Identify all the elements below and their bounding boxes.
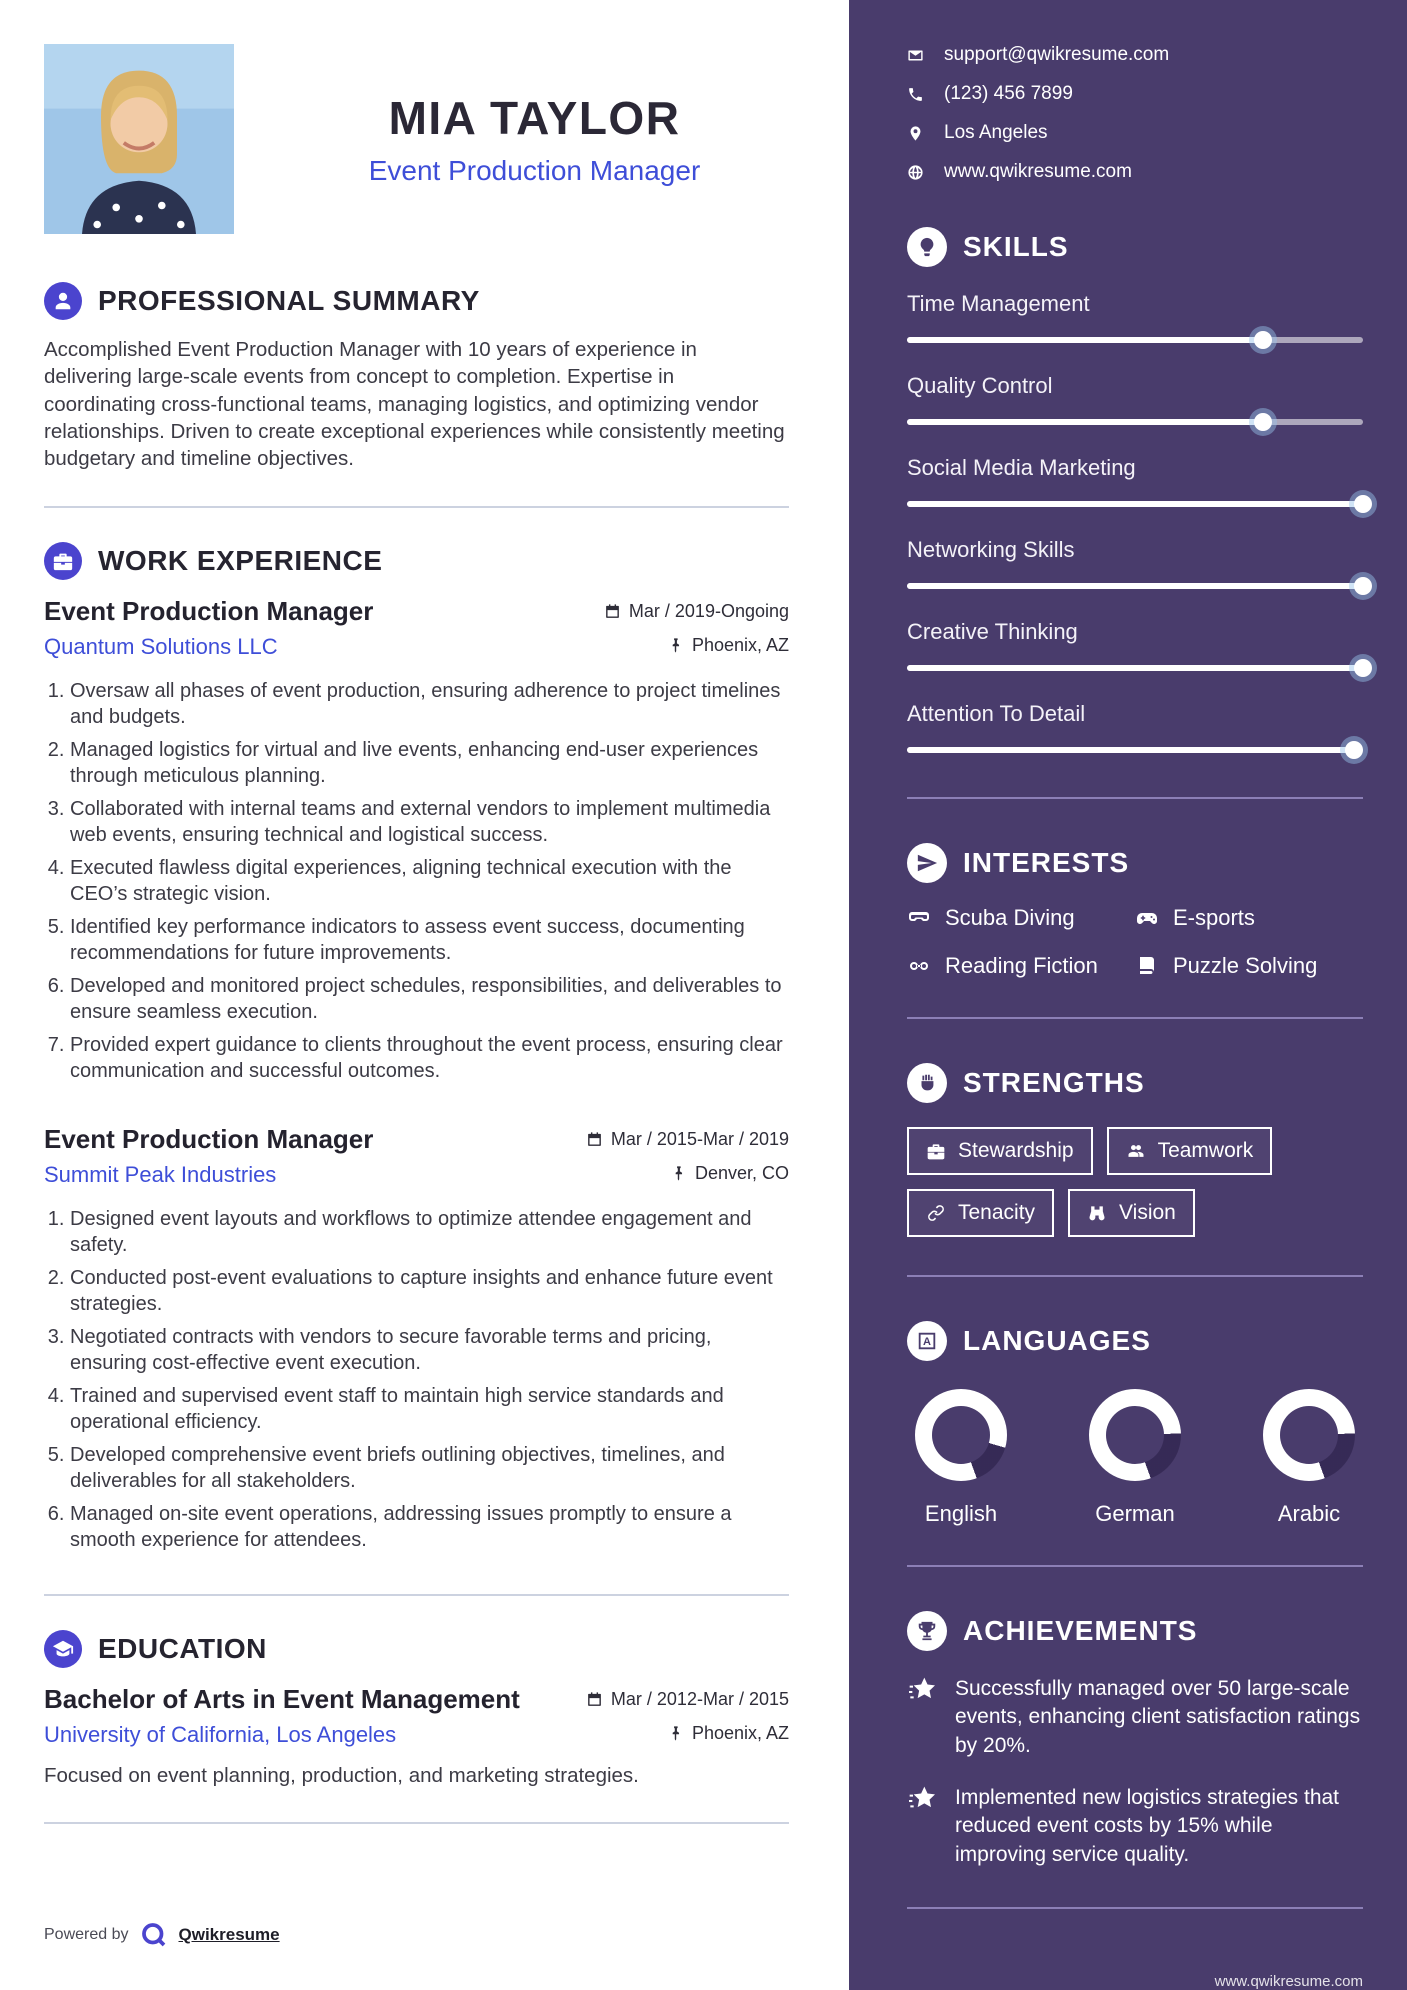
job-bullet: 5. Developed comprehensive event briefs outlining objectives, timelines, and deliverables for all stakeholders.: [70, 1442, 789, 1494]
school-link[interactable]: University of California, Los Angeles: [44, 1722, 397, 1748]
slider-knob[interactable]: [1254, 331, 1272, 349]
sidebar-footer: [907, 1869, 1363, 1990]
candidate-title: Event Production Manager: [368, 155, 701, 186]
job-title: Event Production Manager: [44, 1124, 374, 1155]
skill-item: Time Management: [907, 291, 1363, 349]
strengths-heading: STRENGTHS: [963, 1067, 1145, 1098]
contact-location: Los Angeles: [907, 122, 1363, 144]
briefcase-icon: [926, 1141, 946, 1161]
strength-chip: Stewardship: [907, 1127, 1093, 1175]
pushpin-icon: [670, 1165, 687, 1182]
language-donut: [1089, 1389, 1181, 1481]
job-bullet-list: [44, 678, 789, 1084]
scuba-mask-icon: [907, 906, 931, 930]
svg-text:A: A: [923, 1336, 931, 1349]
interest-item: Scuba Diving: [907, 905, 1135, 931]
pushpin-icon: [667, 1725, 684, 1742]
languages-heading: LANGUAGES: [963, 1325, 1151, 1356]
resume-header: [44, 44, 789, 234]
person-icon: [44, 282, 82, 320]
skill-slider[interactable]: [907, 413, 1363, 431]
interests-heading: INTERESTS: [963, 847, 1130, 878]
contact-website[interactable]: www.qwikresume.com: [907, 161, 1363, 183]
interest-item: E-sports: [1135, 905, 1363, 931]
divider: [907, 1275, 1363, 1277]
education-entry: [44, 1684, 789, 1788]
strength-chip: Tenacity: [907, 1189, 1054, 1237]
section-education: [44, 1630, 789, 1788]
language-item: English: [915, 1389, 1007, 1527]
job-bullet: 5. Identified key performance indicators to assess event success, documenting recommendations for future improvements.: [70, 914, 789, 966]
achievement-item: Successfully managed over 50 large-scale events, enhancing client satisfaction ratings by 20%.: [907, 1675, 1363, 1760]
interest-item: Reading Fiction: [907, 953, 1135, 979]
job-entry: [44, 1124, 789, 1553]
avatar-illustration: [44, 44, 234, 234]
skill-slider[interactable]: [907, 495, 1363, 513]
powered-by-label: Powered by: [44, 1926, 129, 1943]
section-achievements: [907, 1611, 1363, 1869]
calendar-icon: [586, 1131, 603, 1148]
lightbulb-icon: [907, 227, 947, 267]
section-strengths: [907, 1063, 1363, 1237]
education-section-header: [44, 1630, 789, 1668]
slider-knob[interactable]: [1354, 495, 1372, 513]
contact-email[interactable]: support@qwikresume.com: [907, 44, 1363, 66]
work-heading: WORK EXPERIENCE: [98, 545, 383, 577]
skill-item: Networking Skills: [907, 537, 1363, 595]
work-section-header: [44, 542, 789, 580]
skill-slider[interactable]: [907, 659, 1363, 677]
section-skills: [907, 227, 1363, 759]
job-dates: Mar / 2015-Mar / 2019: [586, 1129, 789, 1150]
skills-heading: SKILLS: [963, 231, 1069, 262]
sidebar: [849, 0, 1407, 1990]
slider-knob[interactable]: [1254, 413, 1272, 431]
job-bullet: 7. Provided expert guidance to clients throughout the event process, ensuring clear communication and successful outcomes.: [70, 1032, 789, 1084]
skill-item: Attention To Detail: [907, 701, 1363, 759]
achievements-heading: ACHIEVEMENTS: [963, 1615, 1198, 1646]
name-block: [280, 91, 789, 187]
job-bullet: 4. Trained and supervised event staff to maintain high service standards and operational efficiency.: [70, 1383, 789, 1435]
powered-by-footer: [44, 1900, 789, 1950]
job-bullet: 2. Managed logistics for virtual and live events, enhancing end-user experiences through meticulous planning.: [70, 737, 789, 789]
job-location: Phoenix, AZ: [667, 635, 789, 656]
job-bullet: 1. Oversaw all phases of event production, ensuring adherence to project timelines and budgets.: [70, 678, 789, 730]
book-icon: [1135, 954, 1159, 978]
slider-knob[interactable]: [1345, 741, 1363, 759]
translate-icon: [907, 1321, 947, 1361]
skill-item: Creative Thinking: [907, 619, 1363, 677]
sidebar-website: www.qwikresume.com: [1214, 1973, 1363, 1990]
skill-item: Social Media Marketing: [907, 455, 1363, 513]
contact-block: [907, 44, 1363, 183]
language-donut: [1263, 1389, 1355, 1481]
skill-slider[interactable]: [907, 331, 1363, 349]
job-bullet-list: [44, 1206, 789, 1553]
star-badge-icon: [907, 1675, 939, 1707]
education-heading: EDUCATION: [98, 1633, 267, 1665]
achievement-item: Implemented new logistics strategies that reduced event costs by 15% while improving service quality.: [907, 1784, 1363, 1869]
divider: [907, 797, 1363, 799]
users-icon: [1126, 1141, 1146, 1161]
divider: [44, 1822, 789, 1824]
calendar-icon: [604, 603, 621, 620]
glasses-icon: [907, 954, 931, 978]
job-dates: Mar / 2019-Ongoing: [604, 601, 789, 622]
divider: [907, 1907, 1363, 1909]
strength-chip: Teamwork: [1107, 1127, 1273, 1175]
pushpin-icon: [667, 637, 684, 654]
briefcase-icon: [44, 542, 82, 580]
company-link[interactable]: Quantum Solutions LLC: [44, 634, 278, 660]
section-work-experience: [44, 542, 789, 1560]
job-bullet: 4. Executed flawless digital experiences, aligning technical execution with the CEO’s strategic vision.: [70, 855, 789, 907]
summary-heading: PROFESSIONAL SUMMARY: [98, 285, 480, 316]
interest-item: Puzzle Solving: [1135, 953, 1363, 979]
job-bullet: 3. Collaborated with internal teams and external vendors to implement multimedia web events, ensuring technical and logistical success.: [70, 796, 789, 848]
skill-slider[interactable]: [907, 741, 1363, 759]
envelope-icon: [907, 47, 924, 64]
paper-plane-icon: [907, 843, 947, 883]
skill-item: Quality Control: [907, 373, 1363, 431]
section-interests: [907, 843, 1363, 979]
globe-icon: [907, 164, 924, 181]
qwikresume-brand-link[interactable]: Qwikresume: [178, 1925, 280, 1944]
phone-icon: [907, 86, 924, 103]
education-description: Focused on event planning, production, and marketing strategies.: [44, 1764, 639, 1788]
language-donut: [915, 1389, 1007, 1481]
gamepad-icon: [1135, 906, 1159, 930]
job-title: Event Production Manager: [44, 596, 374, 627]
graduation-cap-icon: [44, 1630, 82, 1668]
star-badge-icon: [907, 1784, 939, 1816]
binoculars-icon: [1087, 1203, 1107, 1223]
section-languages: [907, 1321, 1363, 1527]
qwikresume-logo-icon: [139, 1920, 169, 1950]
summary-section-header: [44, 282, 789, 320]
contact-phone: (123) 456 7899: [907, 83, 1363, 105]
language-item: Arabic: [1263, 1389, 1355, 1527]
map-pin-icon: [907, 125, 924, 142]
company-link[interactable]: Summit Peak Industries: [44, 1162, 277, 1188]
divider: [907, 1565, 1363, 1567]
job-bullet: 2. Conducted post-event evaluations to capture insights and enhance future event strategies.: [70, 1265, 789, 1317]
slider-knob[interactable]: [1354, 659, 1372, 677]
job-bullet: 6. Managed on-site event operations, addressing issues promptly to ensure a smooth experience for attendees.: [70, 1501, 789, 1553]
candidate-name: MIA TAYLOR: [388, 92, 681, 144]
degree-title: Bachelor of Arts in Event Management: [44, 1684, 520, 1715]
slider-knob[interactable]: [1354, 577, 1372, 595]
job-bullet: 1. Designed event layouts and workflows to optimize attendee engagement and safety.: [70, 1206, 789, 1258]
skill-slider[interactable]: [907, 577, 1363, 595]
job-location: Denver, CO: [670, 1163, 789, 1184]
profile-photo: [44, 44, 234, 234]
job-bullet: 3. Negotiated contracts with vendors to secure favorable terms and pricing, ensuring cost-effective event execution.: [70, 1324, 789, 1376]
divider: [44, 1594, 789, 1596]
education-location: Phoenix, AZ: [667, 1723, 789, 1744]
divider: [44, 506, 789, 508]
job-entry: [44, 596, 789, 1084]
summary-text: Accomplished Event Production Manager with 10 years of experience in delivering large-scale events from concept to completion. Expertise in coordinating cross-functional teams, managing logistics, and optimizing vendor relationships. Driven to create exceptional experiences while consistently meeting budgetary and timeline objectives.: [44, 338, 785, 470]
link-icon: [926, 1203, 946, 1223]
strength-chip: Vision: [1068, 1189, 1195, 1237]
section-professional-summary: [44, 282, 789, 472]
fist-icon: [907, 1063, 947, 1103]
job-bullet: 6. Developed and monitored project schedules, responsibilities, and deliverables to ensure seamless execution.: [70, 973, 789, 1025]
trophy-icon: [907, 1611, 947, 1651]
calendar-icon: [586, 1691, 603, 1708]
language-item: German: [1089, 1389, 1181, 1527]
divider: [907, 1017, 1363, 1019]
education-dates: Mar / 2012-Mar / 2015: [586, 1689, 789, 1710]
